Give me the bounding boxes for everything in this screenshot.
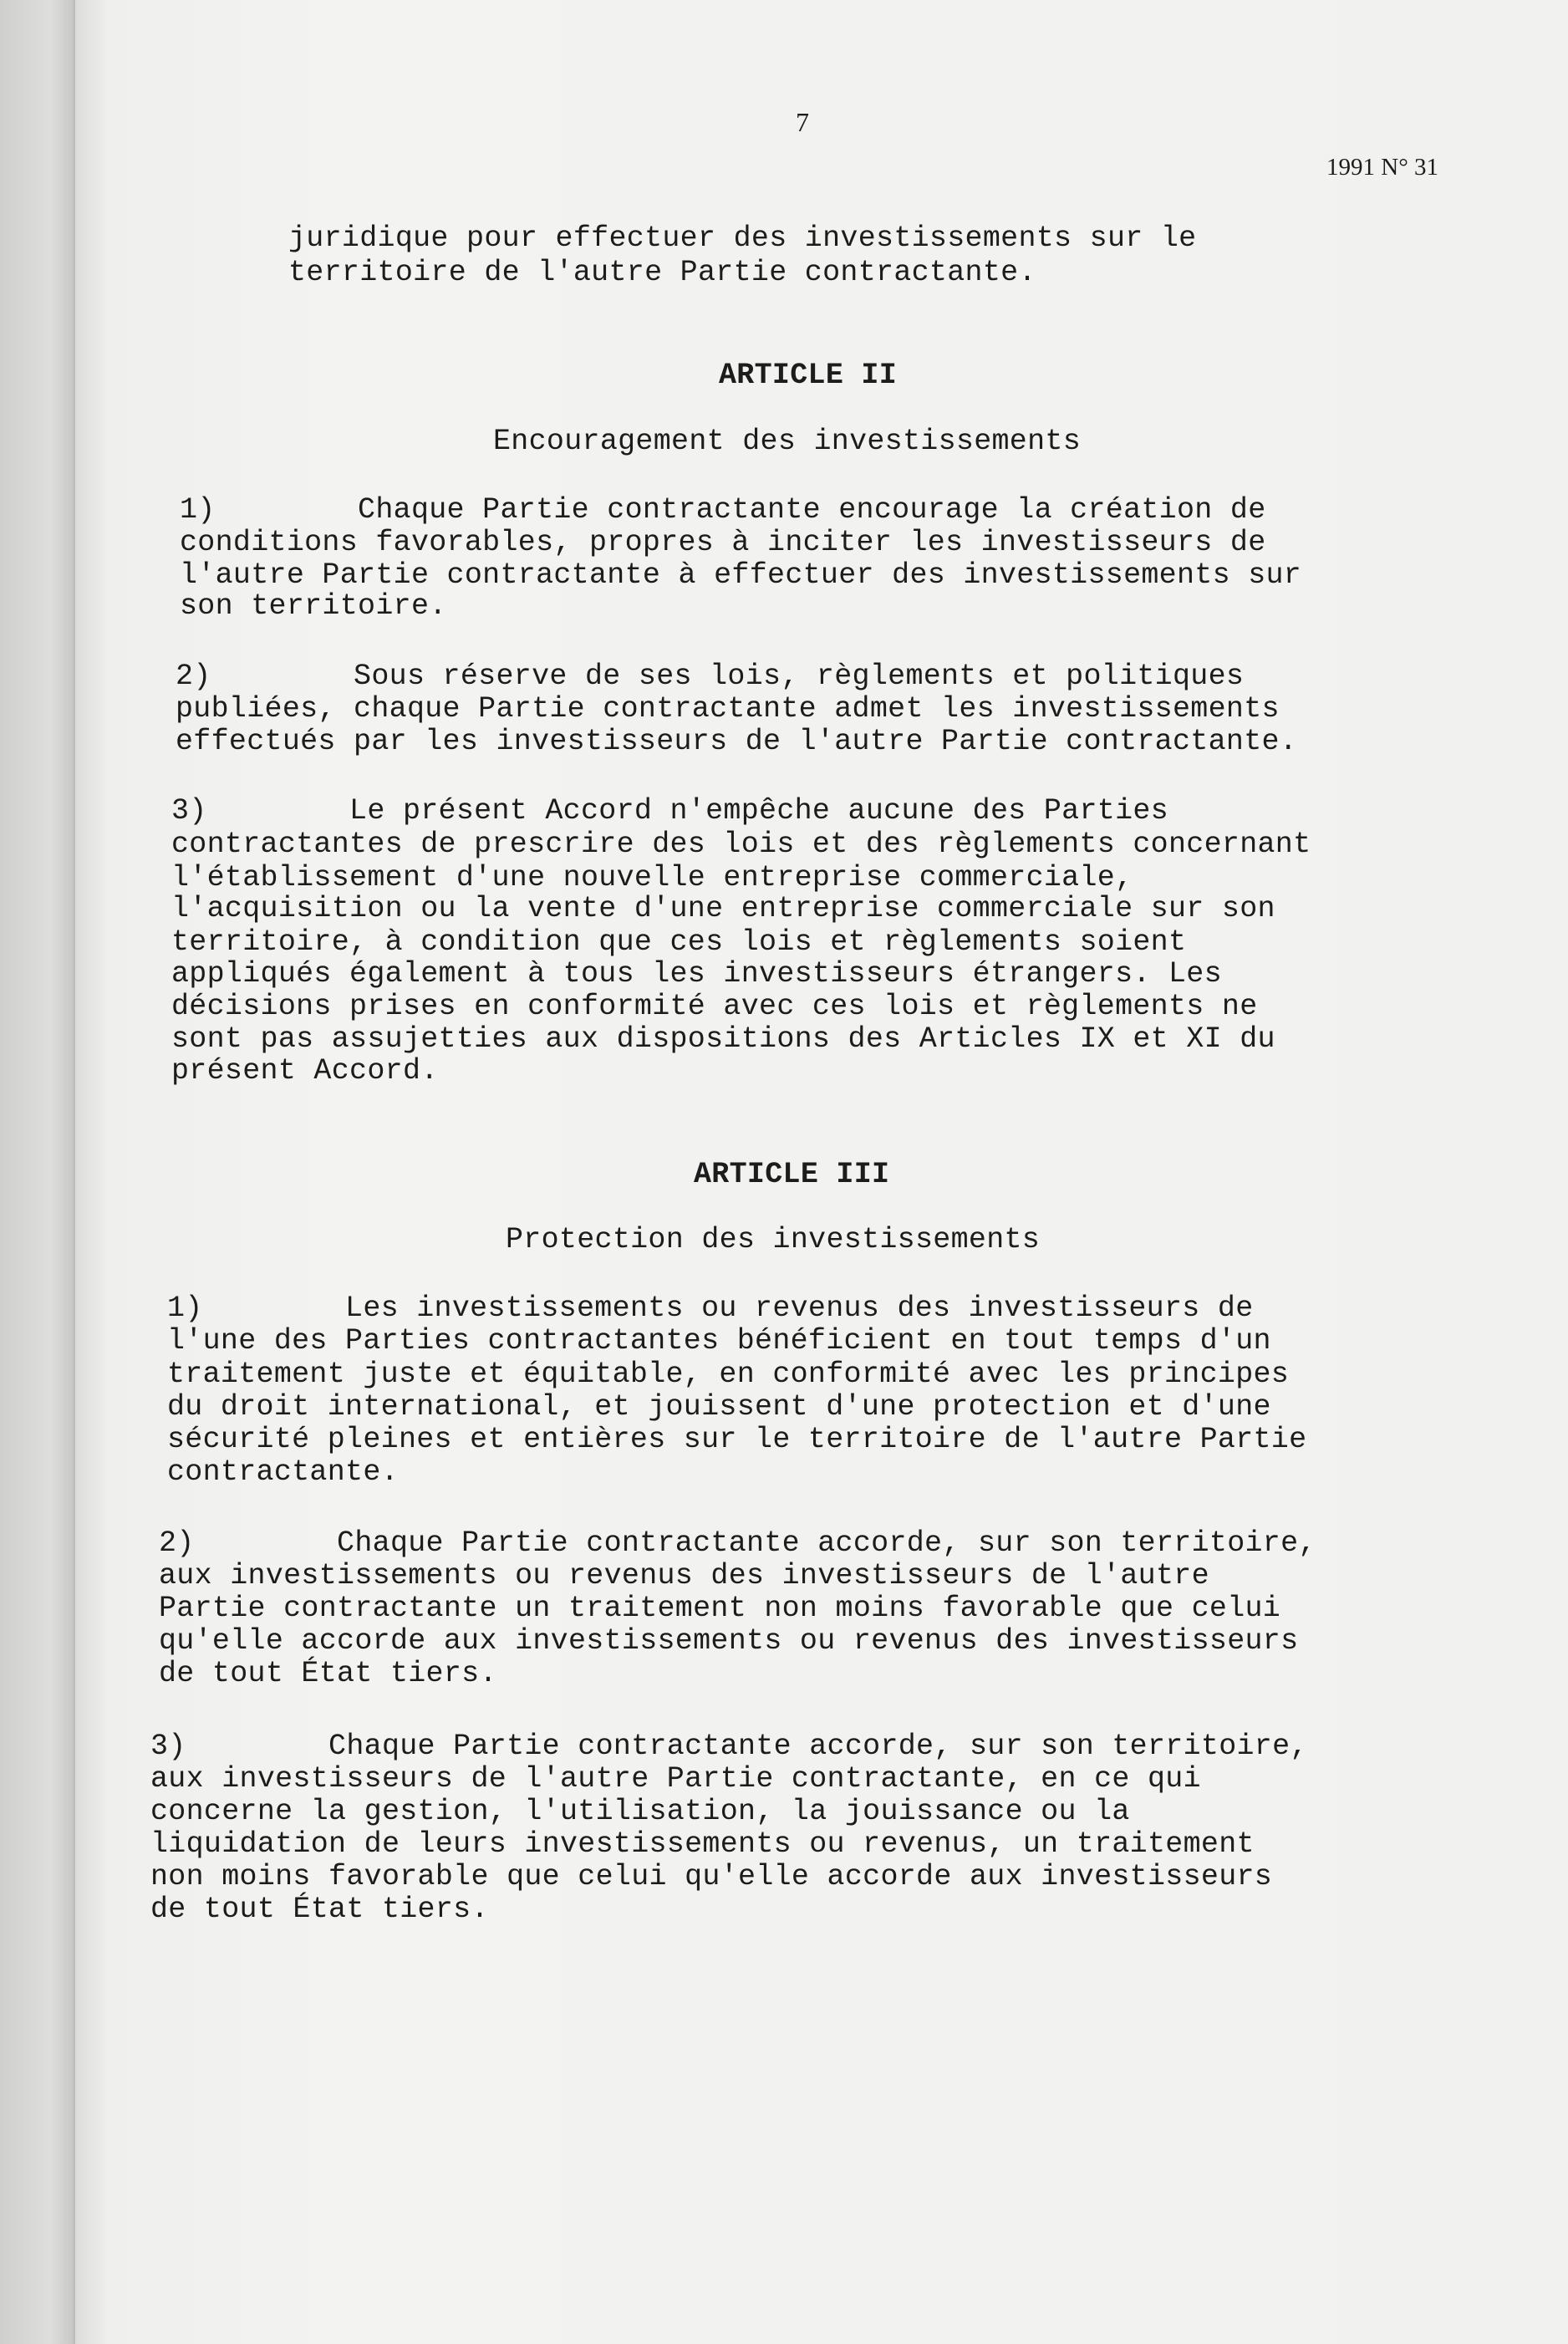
text-line: de tout État tiers.	[159, 1657, 497, 1690]
text-line: territoire de l'autre Partie contractante.	[288, 256, 1036, 289]
text-line: l'acquisition ou la vente d'une entreprise commerciale sur son	[171, 892, 1275, 925]
text-line: Encouragement des investissements	[493, 425, 1082, 458]
article-heading: ARTICLE III	[694, 1158, 890, 1191]
text-line: du droit international, et jouissent d'une protection et d'une	[167, 1390, 1271, 1424]
text-line: 1) Les investissements ou revenus des investisseurs de	[167, 1292, 1254, 1325]
text-line: aux investissements ou revenus des investisseurs de l'autre	[159, 1559, 1209, 1592]
text-line: qu'elle accorde aux investissements ou revenus des investisseurs	[159, 1624, 1299, 1658]
text-line: l'une des Parties contractantes bénéficient en tout temps d'un	[167, 1324, 1271, 1358]
page-binding-edge	[0, 0, 75, 2344]
text-line: sont pas assujetties aux dispositions des Articles IX et XI du	[171, 1022, 1275, 1056]
text-line: effectués par les investisseurs de l'autre Partie contractante.	[176, 725, 1298, 758]
text-line: Partie contractante un traitement non moins favorable que celui	[159, 1592, 1281, 1625]
text-line: présent Accord.	[171, 1054, 439, 1088]
document-reference: 1991 N° 31	[1326, 154, 1439, 181]
text-line: publiées, chaque Partie contractante admet les investissements	[176, 692, 1280, 726]
text-line: l'autre Partie contractante à effectuer des investissements sur	[180, 558, 1302, 592]
text-line: 3) Chaque Partie contractante accorde, sur son territoire,	[150, 1730, 1308, 1763]
page-number: 7	[796, 107, 809, 137]
text-line: Protection des investissements	[506, 1223, 1041, 1256]
text-line: décisions prises en conformité avec ces lois et règlements ne	[171, 990, 1258, 1023]
text-line: non moins favorable que celui qu'elle accorde aux investisseurs	[150, 1860, 1273, 1893]
text-line: de tout État tiers.	[150, 1893, 489, 1926]
text-line: conditions favorables, propres à inciter les investisseurs de	[180, 526, 1266, 559]
text-line: juridique pour effectuer des investissements sur le	[288, 222, 1197, 255]
text-line: territoire, à condition que ces lois et règlements soient	[171, 925, 1187, 959]
text-line: contractantes de prescrire des lois et des règlements concernant	[171, 828, 1311, 861]
text-line: sécurité pleines et entières sur le territoire de l'autre Partie	[167, 1423, 1307, 1456]
article-heading: ARTICLE II	[719, 359, 898, 392]
text-line: concerne la gestion, l'utilisation, la jouissance ou la	[150, 1795, 1130, 1828]
text-line: l'établissement d'une nouvelle entreprise commerciale,	[171, 861, 1133, 894]
text-line: son territoire.	[180, 589, 447, 623]
text-line: 3) Le présent Accord n'empêche aucune des Parties	[171, 794, 1168, 828]
text-line: 1) Chaque Partie contractante encourage la création de	[180, 493, 1266, 527]
text-line: 2) Sous réserve de ses lois, règlements et politiques	[176, 660, 1245, 693]
text-line: 2) Chaque Partie contractante accorde, sur son territoire,	[159, 1526, 1316, 1560]
text-line: appliqués également à tous les investisseurs étrangers. Les	[171, 957, 1222, 991]
text-line: aux investisseurs de l'autre Partie contractante, en ce qui	[150, 1762, 1201, 1796]
text-line: liquidation de leurs investissements ou revenus, un traitement	[150, 1827, 1255, 1861]
text-line: contractante.	[167, 1455, 399, 1489]
text-line: traitement juste et équitable, en conformité avec les principes	[167, 1358, 1290, 1391]
